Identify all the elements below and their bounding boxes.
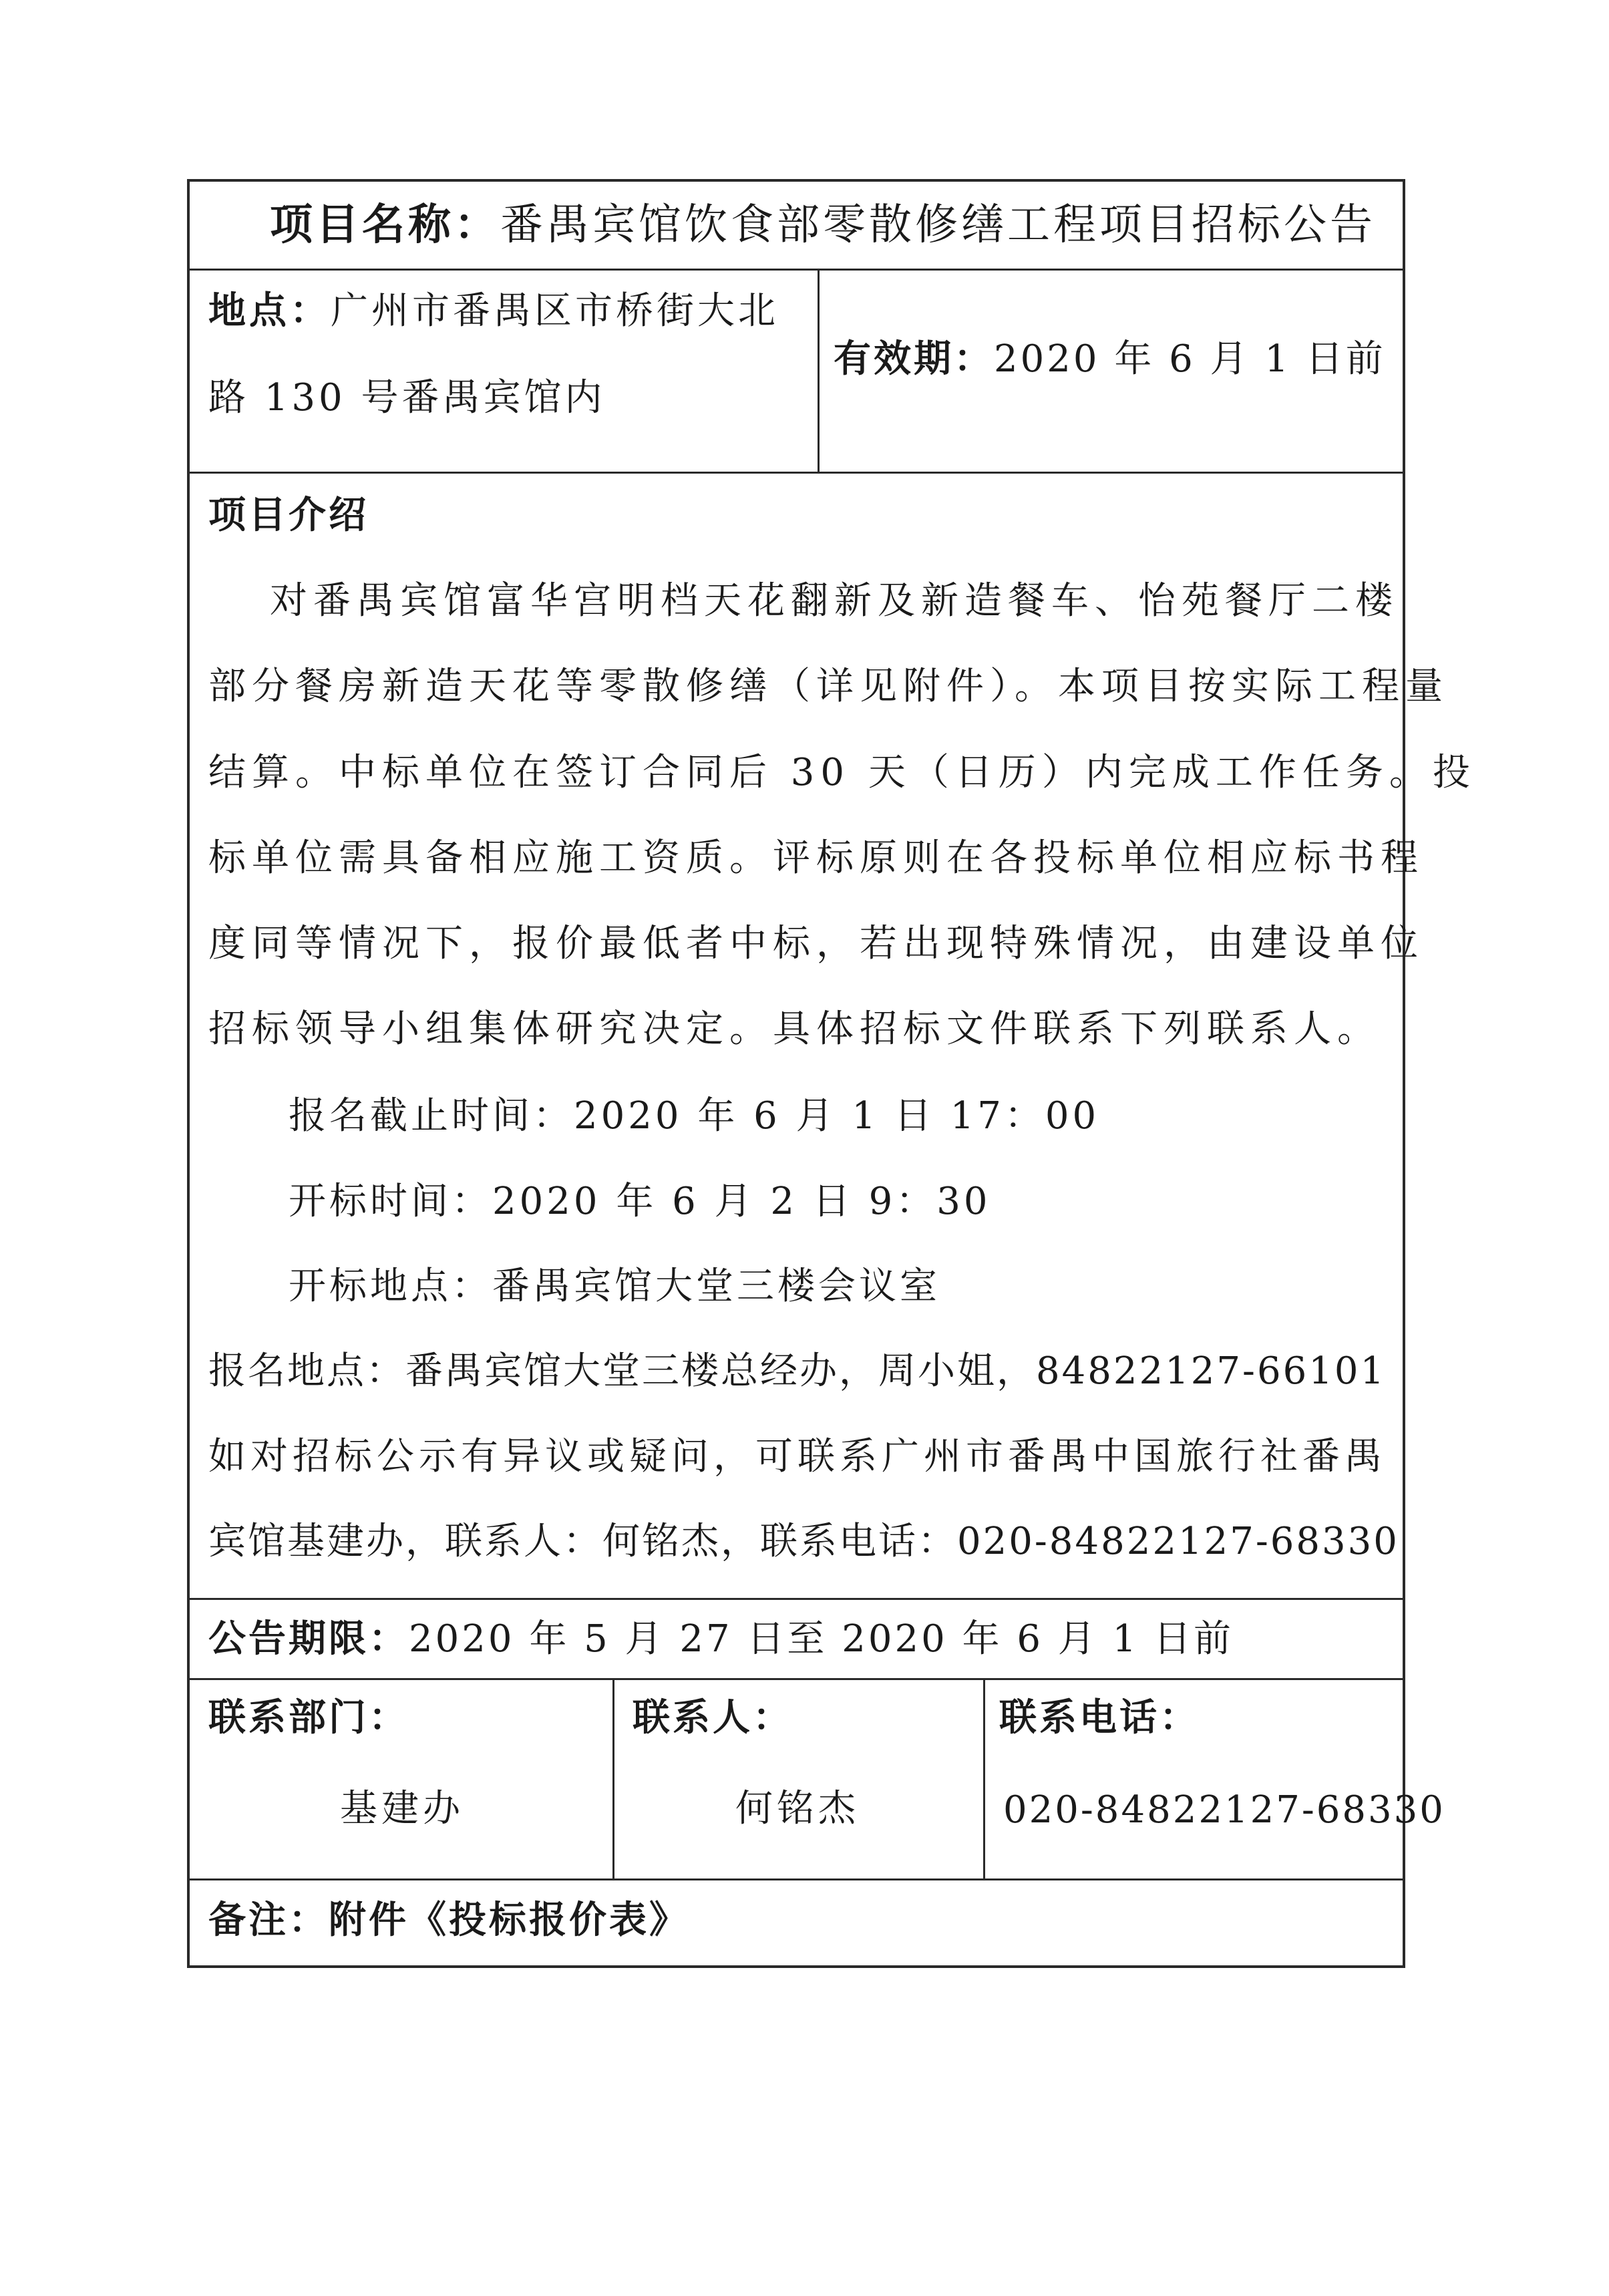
notice-period-row xyxy=(208,1617,1234,1661)
contact-person-value: 何铭杰 xyxy=(735,1787,860,1830)
objection-line: 宾馆基建办，联系人：何铭杰，联系电话：020-84822127-68330 xyxy=(208,1520,1399,1563)
registration-deadline: 报名截止时间：2020 年 6 月 1 日 17：00 xyxy=(289,1094,1100,1138)
validity-value: 2020 年 6 月 1 日前 xyxy=(994,337,1386,381)
objection-line: 如对招标公示有异议或疑问，可联系广州市番禺中国旅行社番禺 xyxy=(208,1435,1387,1478)
notice-period-label: 公告期限： xyxy=(208,1617,409,1661)
row-divider xyxy=(190,472,1403,474)
opening-place: 开标地点：番禺宾馆大堂三楼会议室 xyxy=(289,1265,940,1308)
intro-paragraph-line: 部分餐房新造天花等零散修缮（详见附件）。本项目按实际工程量 xyxy=(208,665,1449,708)
intro-heading: 项目介绍 xyxy=(208,494,369,537)
title-row xyxy=(270,200,1376,250)
remark-value: 附件《投标报价表》 xyxy=(329,1899,689,1942)
row-divider xyxy=(190,1878,1403,1880)
row-divider xyxy=(190,269,1403,271)
location-line-1 xyxy=(208,289,779,333)
contact-phone-value: 020-84822127-68330 xyxy=(1003,1788,1445,1832)
row-divider xyxy=(190,1598,1403,1600)
registration-place: 报名地点：番禺宾馆大堂三楼总经办，周小姐，84822127-66101 xyxy=(208,1349,1387,1393)
contact-dept-label: 联系部门： xyxy=(208,1696,409,1740)
intro-paragraph-line: 标单位需具备相应施工资质。评标原则在各投标单位相应标书程 xyxy=(208,836,1424,880)
column-divider xyxy=(818,269,820,472)
row-divider xyxy=(190,1678,1403,1680)
location-value-1: 广州市番禺区市桥街大北 xyxy=(331,289,779,333)
contact-phone-label: 联系电话： xyxy=(999,1696,1200,1740)
location-value-2: 路 130 号番禺宾馆内 xyxy=(208,376,606,420)
notice-period-value: 2020 年 5 月 27 日至 2020 年 6 月 1 日前 xyxy=(409,1617,1234,1661)
column-divider xyxy=(612,1678,614,1878)
intro-paragraph-line: 对番禺宾馆富华宫明档天花翻新及新造餐车、怡苑餐厅二楼 xyxy=(270,579,1399,623)
opening-time: 开标时间：2020 年 6 月 2 日 9：30 xyxy=(289,1180,991,1223)
title-label: 项目名称： xyxy=(270,200,500,250)
intro-paragraph-line: 招标领导小组集体研究决定。具体招标文件联系下列联系人。 xyxy=(208,1007,1381,1051)
validity-label: 有效期： xyxy=(834,337,994,381)
intro-paragraph-line: 度同等情况下，报价最低者中标，若出现特殊情况，由建设单位 xyxy=(208,922,1424,965)
contact-person-label: 联系人： xyxy=(633,1696,793,1740)
title-value: 番禺宾馆饮食部零散修缮工程项目招标公告 xyxy=(500,200,1376,250)
location-label: 地点： xyxy=(208,289,331,333)
intro-paragraph-line: 结算。中标单位在签订合同后 30 天（日历）内完成工作任务。投 xyxy=(208,751,1476,794)
remark-label: 备注： xyxy=(208,1899,329,1942)
contact-dept-value: 基建办 xyxy=(340,1787,464,1830)
validity-row xyxy=(834,337,1386,381)
column-divider xyxy=(983,1678,985,1878)
notice-table xyxy=(187,179,1476,1968)
remark-row xyxy=(208,1899,689,1942)
